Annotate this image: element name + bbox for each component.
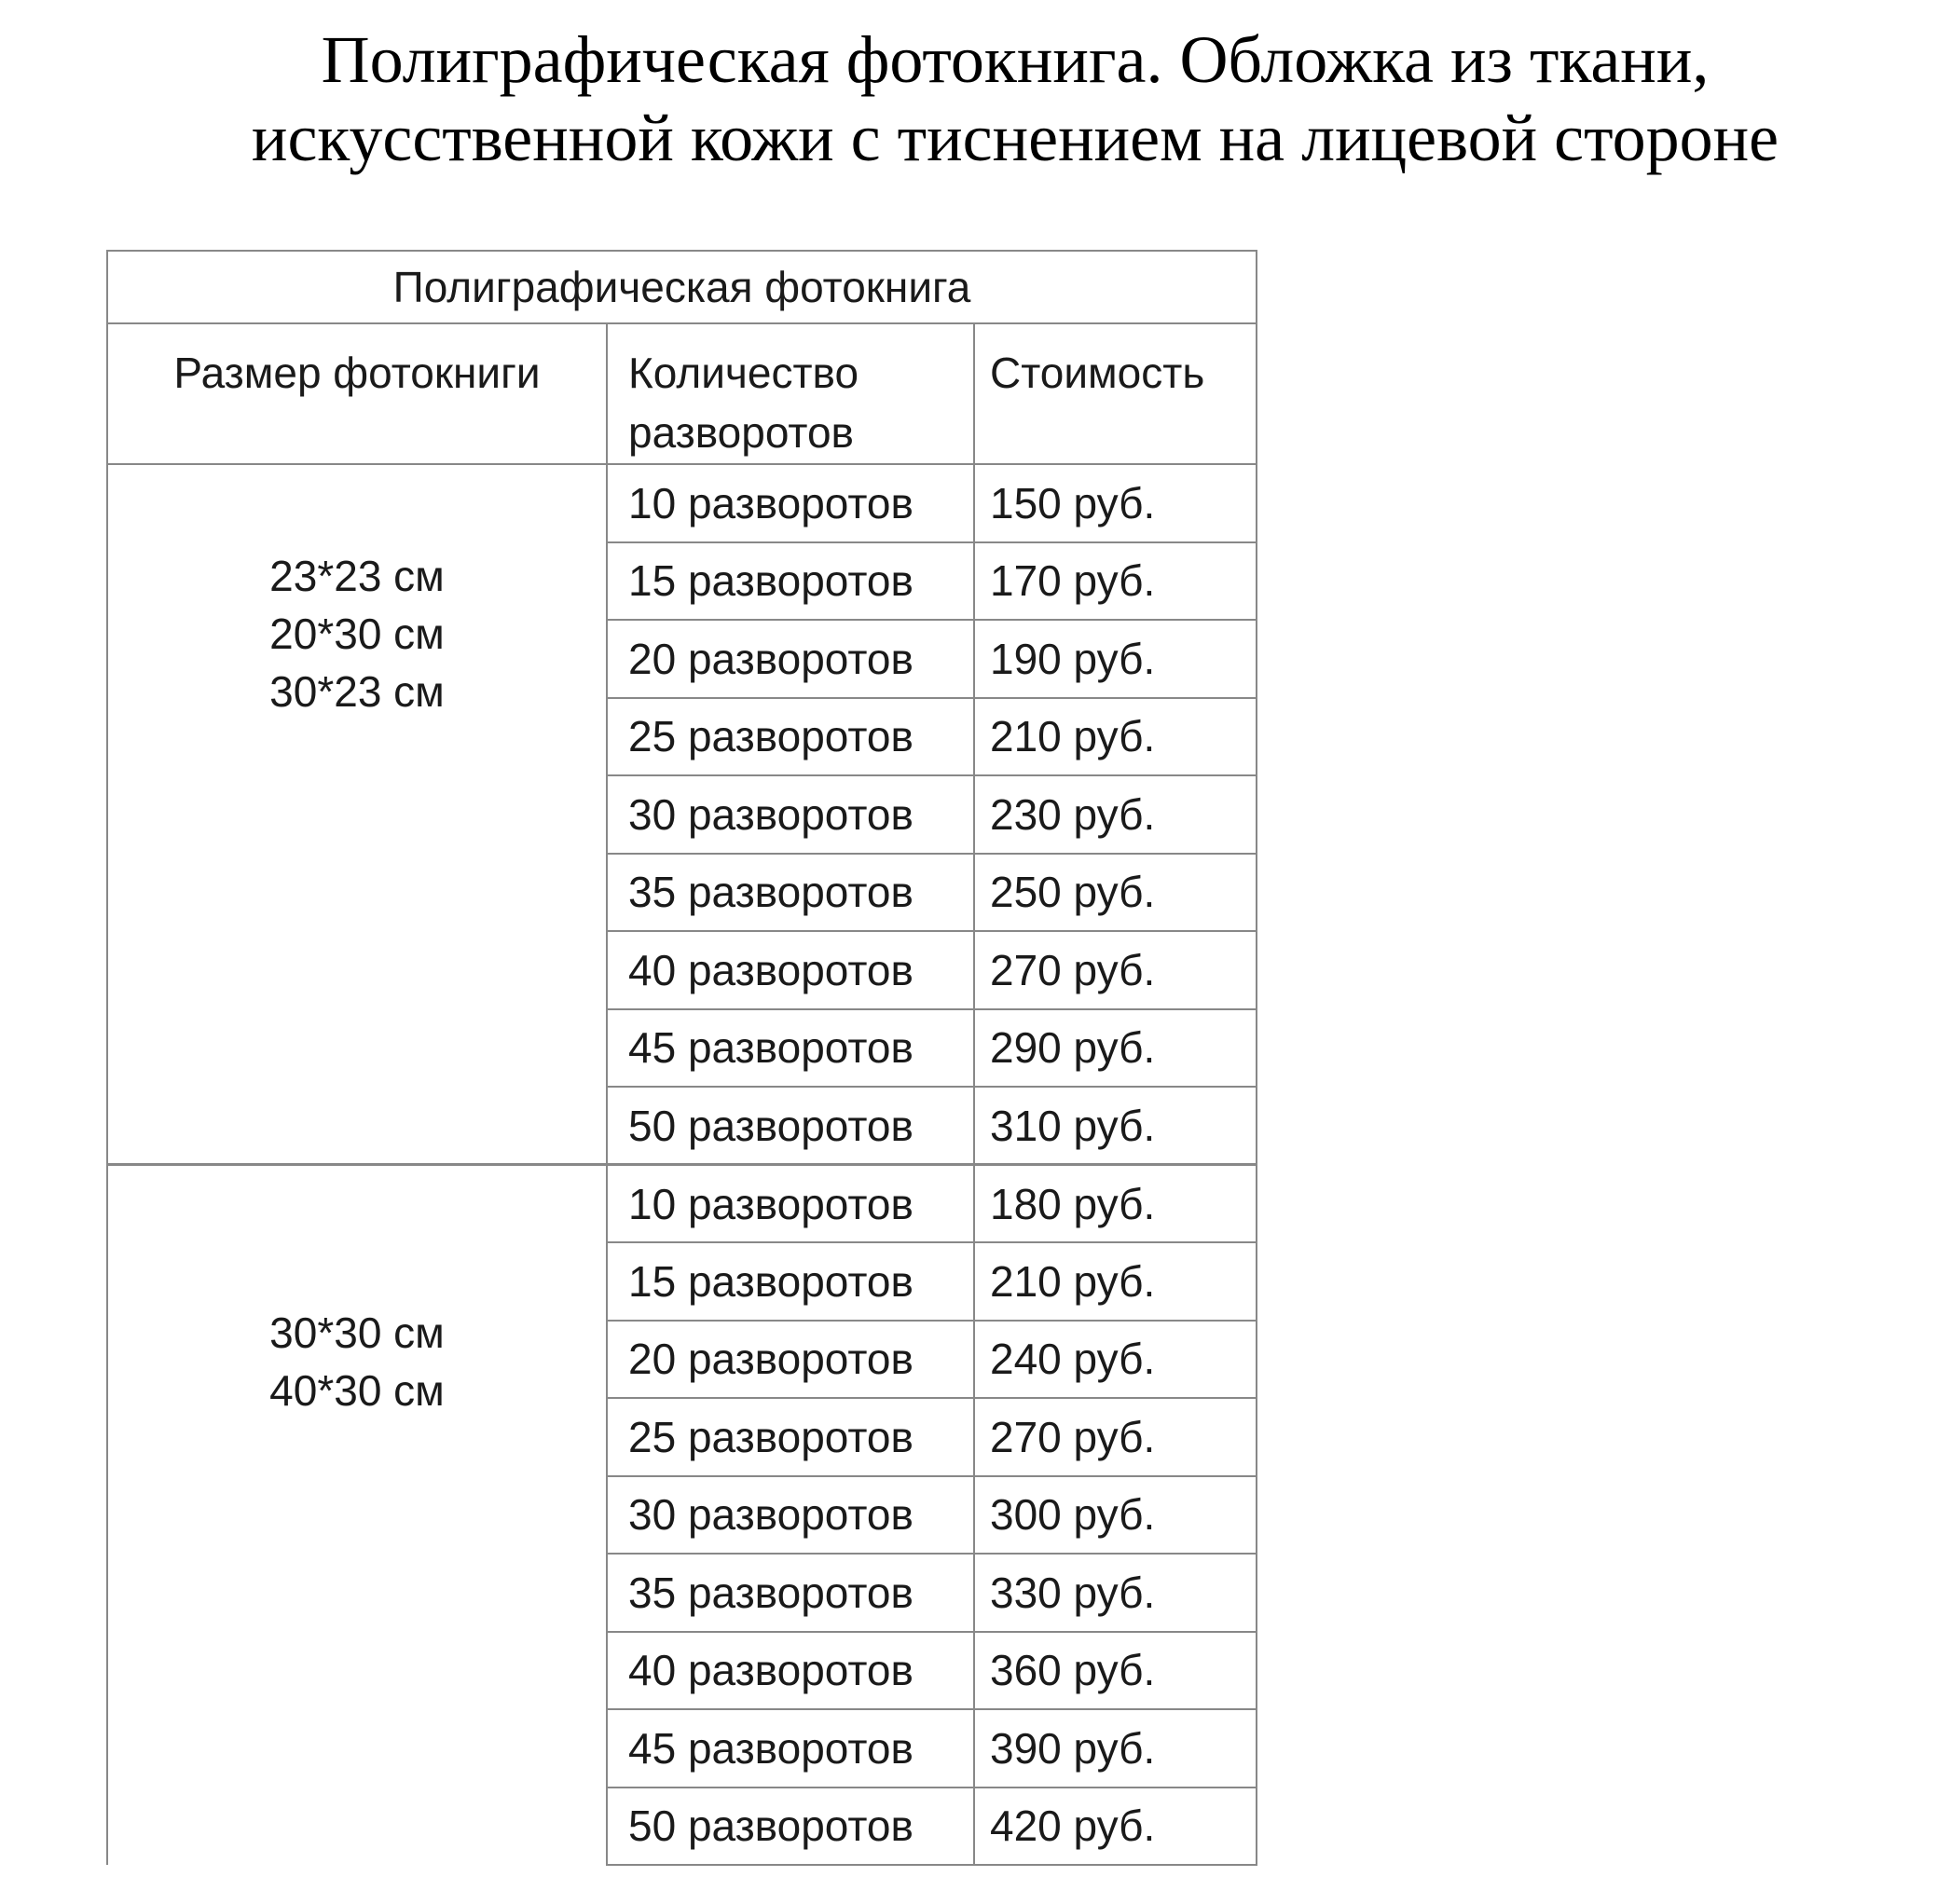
- price-cell: 270 руб.: [974, 1398, 1257, 1476]
- price-cell: 210 руб.: [974, 1242, 1257, 1321]
- price-cell: 290 руб.: [974, 1009, 1257, 1088]
- spreads-cell: 45 разворотов: [607, 1009, 974, 1088]
- price-cell: 300 руб.: [974, 1476, 1257, 1555]
- spreads-cell: 10 разворотов: [607, 1165, 974, 1243]
- table-header-row: [107, 323, 1257, 464]
- table-row: [107, 464, 1257, 542]
- column-header-price: Стоимость: [974, 323, 1257, 464]
- size-cell-group-1: [107, 464, 607, 1165]
- price-cell: 240 руб.: [974, 1321, 1257, 1399]
- spreads-cell: 20 разворотов: [607, 620, 974, 698]
- spreads-cell: 20 разворотов: [607, 1321, 974, 1399]
- price-cell: 150 руб.: [974, 464, 1257, 542]
- spreads-cell: 50 разворотов: [607, 1788, 974, 1866]
- price-cell: 250 руб.: [974, 854, 1257, 932]
- size-cell-group-2: [107, 1165, 607, 1866]
- price-cell: 390 руб.: [974, 1709, 1257, 1788]
- size-line: 20*30 см: [269, 610, 445, 658]
- spreads-cell: 30 разворотов: [607, 775, 974, 854]
- spreads-cell: 25 разворотов: [607, 1398, 974, 1476]
- pricing-table: [106, 250, 1257, 1866]
- price-cell: 180 руб.: [974, 1165, 1257, 1243]
- price-cell: 210 руб.: [974, 698, 1257, 776]
- size-line: 23*23 см: [269, 552, 445, 600]
- spreads-cell: 35 разворотов: [607, 1554, 974, 1632]
- price-cell: 360 руб.: [974, 1632, 1257, 1710]
- price-cell: 190 руб.: [974, 620, 1257, 698]
- page-title: [93, 0, 1937, 177]
- spreads-cell: 40 разворотов: [607, 931, 974, 1009]
- table-caption: Полиграфическая фотокнига: [107, 251, 1257, 323]
- spreads-cell: 30 разворотов: [607, 1476, 974, 1555]
- size-line: 30*30 см: [269, 1308, 445, 1357]
- price-cell: 310 руб.: [974, 1087, 1257, 1165]
- price-cell: 270 руб.: [974, 931, 1257, 1009]
- spreads-cell: 50 разворотов: [607, 1087, 974, 1165]
- column-header-spreads: Количество разворотов: [607, 323, 974, 464]
- spreads-cell: 10 разворотов: [607, 464, 974, 542]
- spreads-cell: 25 разворотов: [607, 698, 974, 776]
- table-row: [107, 1165, 1257, 1243]
- spreads-cell: 45 разворотов: [607, 1709, 974, 1788]
- price-cell: 170 руб.: [974, 542, 1257, 621]
- price-cell: 330 руб.: [974, 1554, 1257, 1632]
- column-header-size: Размер фотокниги: [107, 323, 607, 464]
- spreads-cell: 35 разворотов: [607, 854, 974, 932]
- page-title-line-1: Полиграфическая фотокнига. Обложка из ткани,: [321, 22, 1710, 97]
- page-title-line-2: искусственной кожи с тиснением на лицевой стороне: [251, 101, 1779, 175]
- size-line: 40*30 см: [269, 1366, 445, 1415]
- price-cell: 420 руб.: [974, 1788, 1257, 1866]
- table-caption-row: [107, 251, 1257, 323]
- spreads-cell: 15 разворотов: [607, 1242, 974, 1321]
- price-cell: 230 руб.: [974, 775, 1257, 854]
- spreads-cell: 15 разворотов: [607, 542, 974, 621]
- spreads-cell: 40 разворотов: [607, 1632, 974, 1710]
- size-line: 30*23 см: [269, 667, 445, 716]
